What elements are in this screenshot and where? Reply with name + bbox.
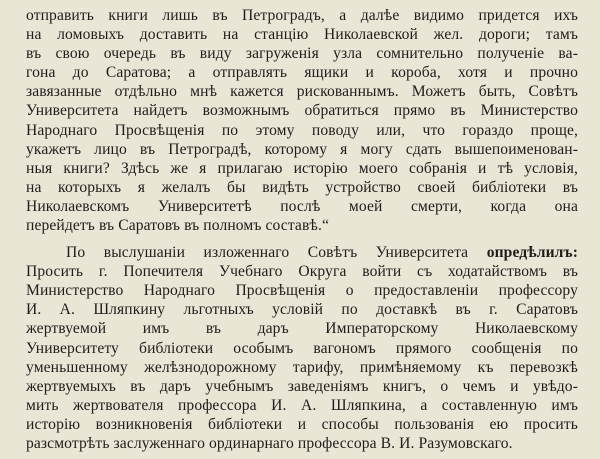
text-line: Университета найдетъ возможнымъ обратиться прямо въ Министерство — [26, 102, 578, 120]
text-line: отправить книги лишь въ Петроградъ, а далѣе видимо придется ихъ — [26, 7, 578, 24]
text-line: на ломовыхъ доставить на станцію Николаевской жел. дороги; тамъ — [26, 26, 578, 44]
text-line: перейдетъ въ Саратовъ въ полномъ составѣ.“ — [26, 217, 330, 234]
text-line: жертвуемыхъ въ даръ учебнымъ заведеніямъ книгъ, о чемъ и увѣдо- — [26, 377, 578, 395]
text-line: ныя книги? Здѣсь же я прилагаю исторію моего собранія и тѣ условія, — [26, 159, 578, 177]
text-line: Просить г. Попечителя Учебнаго Округа войти съ ходатайствомъ въ — [26, 263, 578, 281]
text-line: на которыхъ я желалъ бы видѣть устройство своей библіотеки въ — [26, 178, 578, 196]
paragraph-opening-text: По выслушаніи изложеннаго Совѣтъ Университета — [66, 244, 487, 261]
text-line: Университету библіотеки особымъ вагономъ прямого сообщенія по — [26, 339, 578, 357]
text-line: Народнаго Просвѣщенія по этому поводу или, что гораздо проще, — [26, 121, 578, 139]
text-line: жертвуемой имъ въ даръ Императорскому Николаевскому — [26, 320, 578, 338]
text-line: И. А. Шляпкину льготныхъ условій по доставкѣ въ г. Саратовъ — [26, 301, 578, 319]
text-line: въ свою очередь въ виду загруженія узла сомнительно полученіе ва- — [26, 45, 578, 63]
text-line: исторію возникновенія библіотеки и способы пользованія ею просить — [26, 415, 578, 433]
text-line: гона до Саратова; а отправлять ящики и короба, хотя и прочно — [26, 64, 578, 82]
text-line: Министерство Народнаго Просвѣщенія о предоставленіи профессору — [26, 282, 578, 300]
text-line: мить жертвователя профессора И. А. Шляпкина, а составленную имъ — [26, 396, 578, 414]
text-line: разсмотрѣть заслуженнаго ординарнаго профессора В. И. Разумовскаго. — [26, 434, 513, 452]
text-line: укажетъ лицо въ Петроградѣ, которому я могу сдать вышепоименован- — [26, 140, 578, 158]
text-line: Николаевскомъ Университетѣ послѣ моей смерти, когда она — [26, 197, 578, 215]
paragraph-opening-line — [66, 243, 578, 262]
text-line: уменьшенному желѣзнодорожному тарифу, примѣняемому къ перевозкѣ — [26, 358, 578, 376]
text-line: завязанные отдѣльно мнѣ кажется рискованнымъ. Можетъ быть, Совѣтъ — [26, 83, 578, 101]
resolution-keyword: опредѣлилъ: — [486, 244, 578, 261]
